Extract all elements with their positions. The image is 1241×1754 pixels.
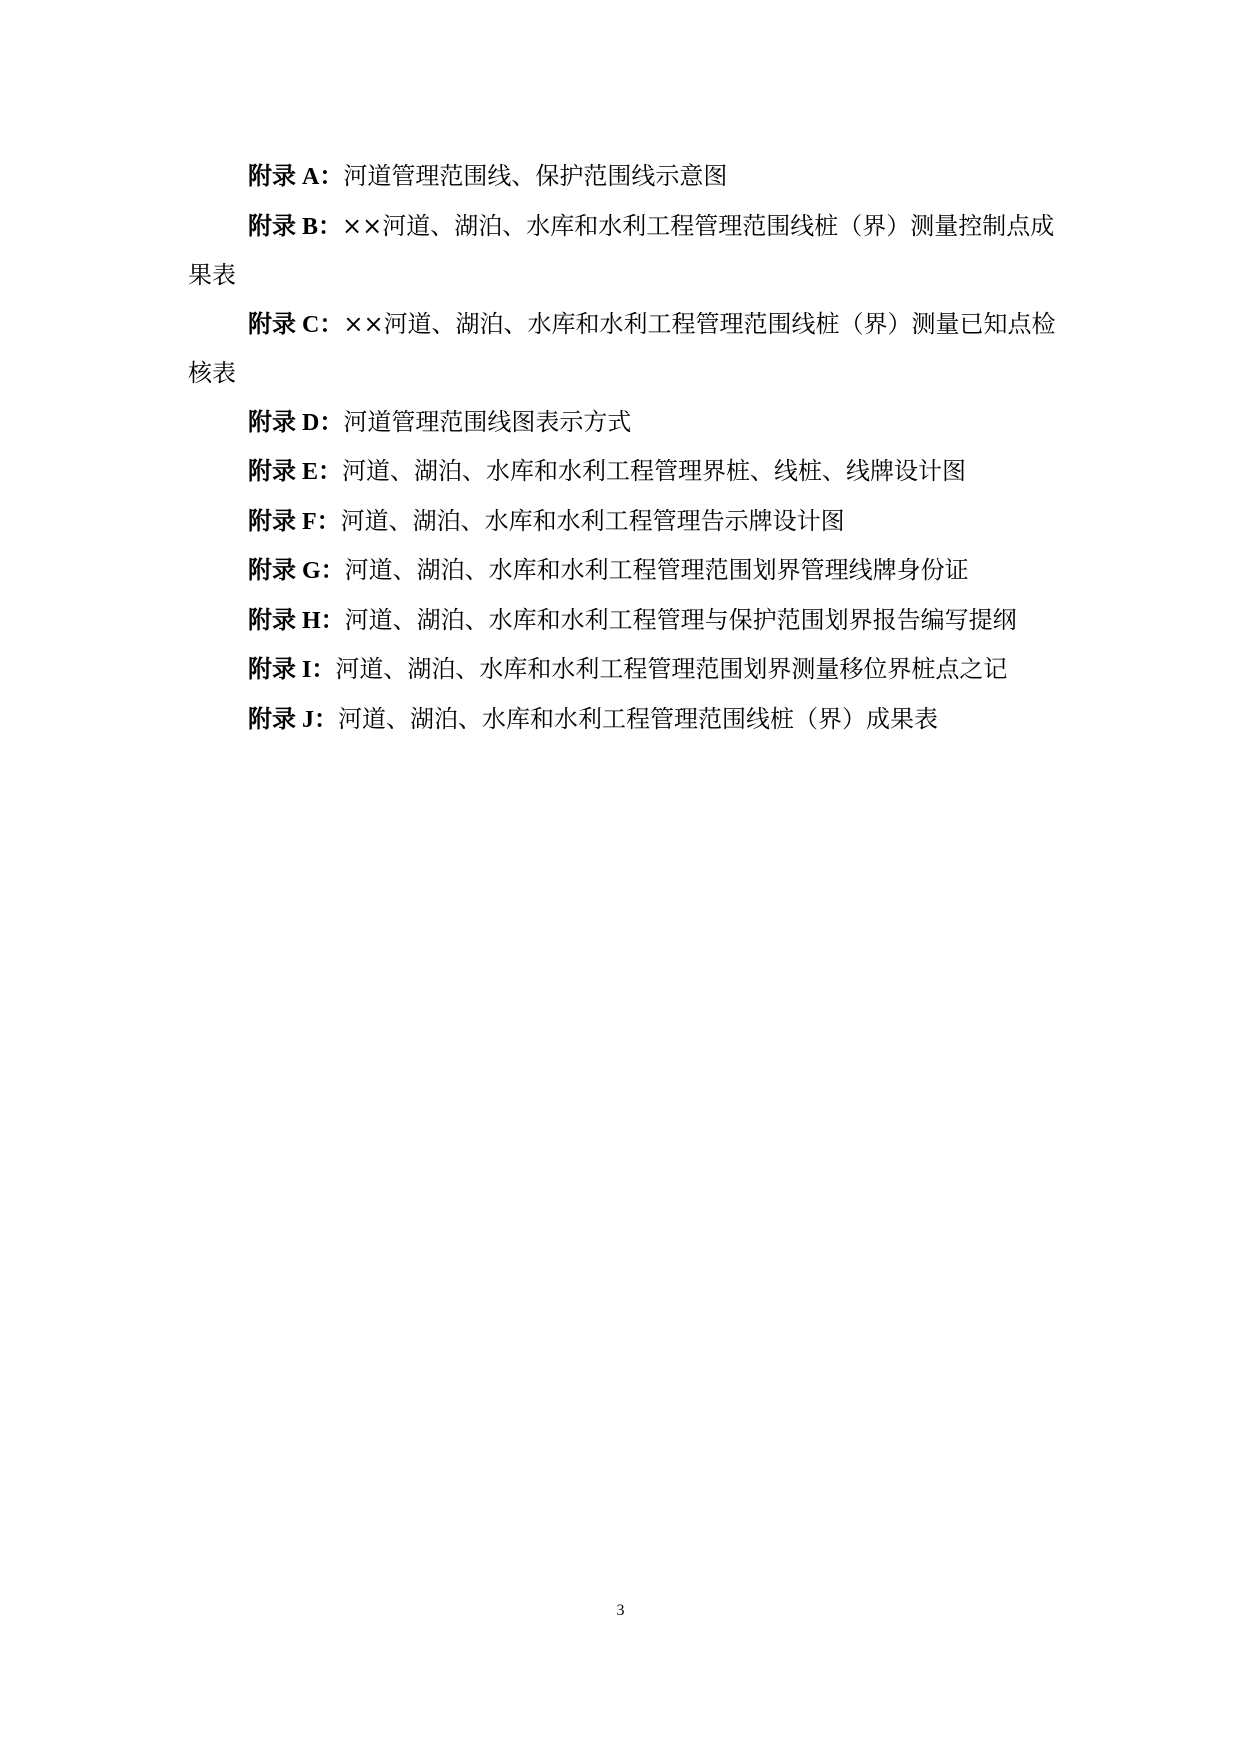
appendix-key: 附录 B： xyxy=(248,213,343,240)
appendix-key: 附录 C： xyxy=(248,311,344,338)
appendix-title: 河道、湖泊、水库和水利工程管理告示牌设计图 xyxy=(340,506,845,535)
appendix-key: 附录 E： xyxy=(248,459,343,485)
appendix-title: ××河道、湖泊、水库和水利工程管理范围线桩（界）测量已知点检核表 xyxy=(188,309,1056,387)
appendix-key: 附录 F： xyxy=(248,508,341,535)
appendix-item-c xyxy=(188,300,1058,398)
appendix-title: 河道管理范围线、保护范围线示意图 xyxy=(343,162,728,190)
appendix-key: 附录 G： xyxy=(248,558,345,584)
appendix-list xyxy=(188,152,1058,744)
appendix-item-h xyxy=(188,596,1058,646)
appendix-item-d xyxy=(188,398,1058,448)
appendix-key: 附录 D： xyxy=(248,409,344,436)
appendix-key: 附录 J： xyxy=(248,706,338,733)
appendix-title: 河道、湖泊、水库和水利工程管理范围划界测量移位界桩点之记 xyxy=(335,655,1008,683)
appendix-item-a xyxy=(188,152,1058,202)
appendix-title: 河道、湖泊、水库和水利工程管理范围线桩（界）成果表 xyxy=(338,704,938,733)
appendix-item-j xyxy=(188,695,1058,745)
appendix-item-b xyxy=(188,202,1058,300)
page-number: 3 xyxy=(616,1602,625,1619)
appendix-item-f xyxy=(188,497,1058,547)
appendix-title: 河道管理范围线图表示方式 xyxy=(343,407,632,436)
appendix-title: 河道、湖泊、水库和水利工程管理界桩、线桩、线牌设计图 xyxy=(342,457,967,485)
appendix-item-g xyxy=(188,546,1058,596)
appendix-item-e xyxy=(188,447,1058,497)
appendix-key: 附录 H： xyxy=(248,607,345,634)
appendix-title: 河道、湖泊、水库和水利工程管理范围划界管理线牌身份证 xyxy=(344,556,969,584)
appendix-title: ××河道、湖泊、水库和水利工程管理范围线桩（界）测量控制点成果表 xyxy=(188,211,1055,289)
appendix-key: 附录 I： xyxy=(248,657,336,683)
appendix-title: 河道、湖泊、水库和水利工程管理与保护范围划界报告编写提纲 xyxy=(344,605,1017,634)
appendix-item-i xyxy=(188,645,1058,695)
appendix-key: 附录 A： xyxy=(248,164,344,190)
